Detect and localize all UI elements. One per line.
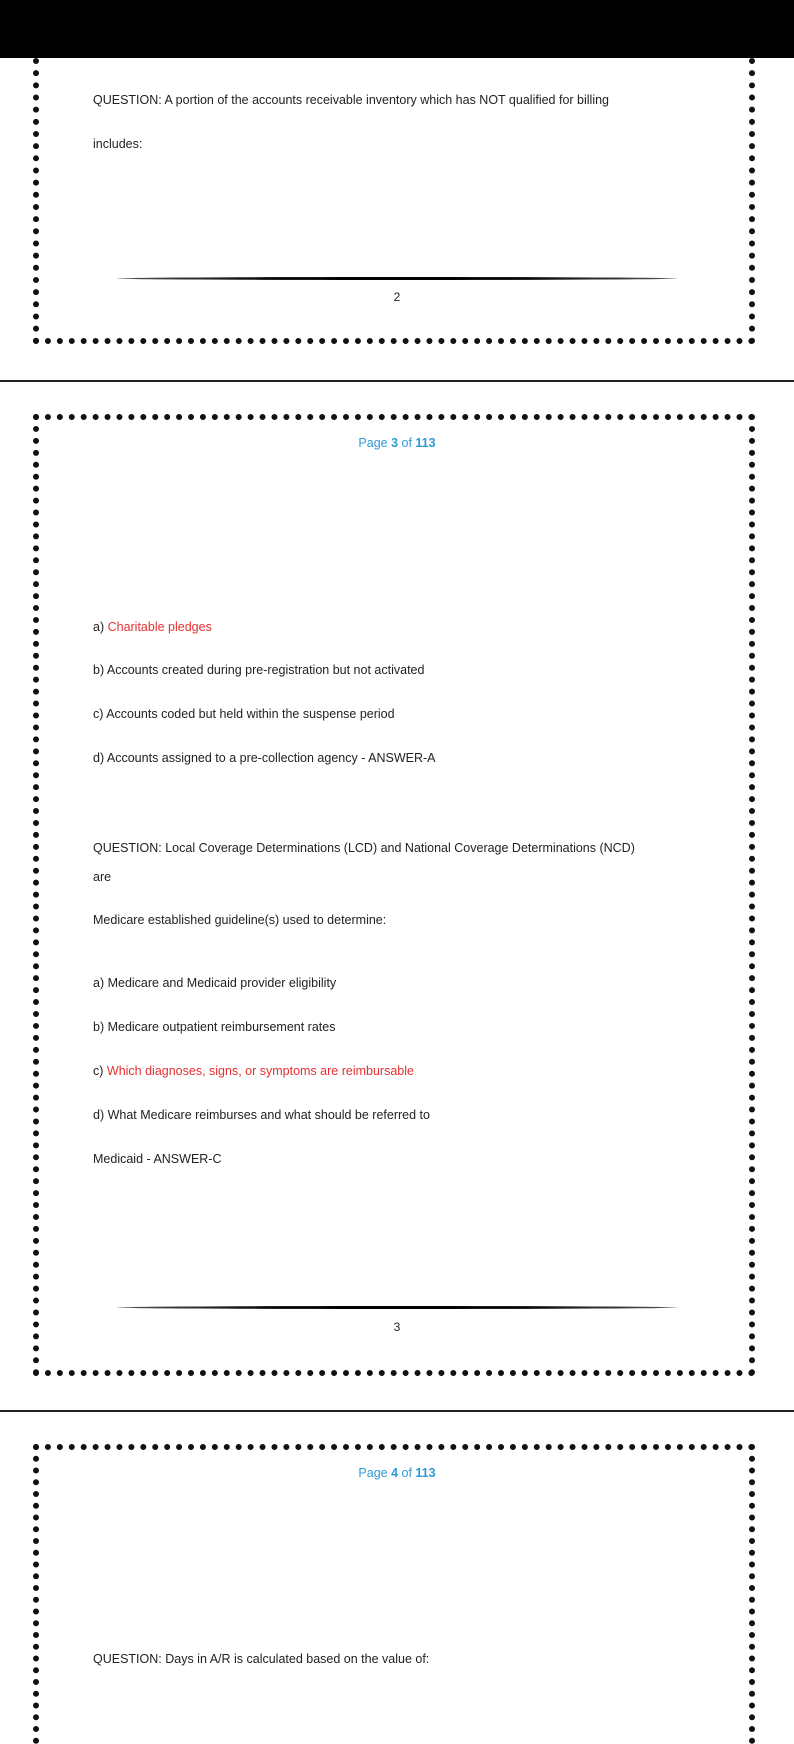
option-c: c) Which diagnoses, signs, or symptoms are reimbursable bbox=[93, 1064, 414, 1078]
page-3-sheet bbox=[33, 414, 755, 1376]
highlighted-answer: Which diagnoses, signs, or symptoms are reimbursable bbox=[106, 1064, 414, 1078]
page-number: 2 bbox=[393, 290, 401, 304]
option-d-continued: Medicaid - ANSWER-C bbox=[93, 1152, 222, 1166]
page-header: Page 3 of 113 bbox=[358, 436, 436, 450]
question-text: QUESTION: Days in A/R is calculated based on the value of: bbox=[93, 1652, 430, 1666]
option-c: c) Accounts coded but held within the suspense period bbox=[93, 707, 395, 721]
option-d: d) What Medicare reimburses and what should be referred to bbox=[93, 1108, 430, 1122]
page-separator bbox=[0, 380, 794, 382]
question-text: QUESTION: A portion of the accounts receivable inventory which has NOT qualified for billing bbox=[93, 93, 609, 107]
option-a: a) Medicare and Medicaid provider eligibility bbox=[93, 976, 337, 990]
option-b: b) Accounts created during pre-registration but not activated bbox=[93, 663, 425, 677]
question-text-continued: includes: bbox=[93, 137, 143, 151]
option-a: a) Charitable pledges bbox=[93, 620, 212, 634]
page-number: 3 bbox=[393, 1320, 401, 1334]
option-d: d) Accounts assigned to a pre-collection agency - ANSWER-A bbox=[93, 751, 436, 765]
option-b: b) Medicare outpatient reimbursement rates bbox=[93, 1020, 336, 1034]
question-text-continued: Medicare established guideline(s) used to determine: bbox=[93, 913, 387, 927]
highlighted-answer: Charitable pledges bbox=[107, 620, 212, 634]
question-text: QUESTION: Local Coverage Determinations (LCD) and National Coverage Determinations (NCD) bbox=[93, 841, 635, 855]
footer-divider bbox=[117, 1306, 677, 1309]
page-header: Page 4 of 113 bbox=[358, 1466, 436, 1480]
page-separator bbox=[0, 1410, 794, 1412]
question-text-continued: are bbox=[93, 870, 112, 884]
footer-divider bbox=[117, 277, 677, 280]
page-4-sheet bbox=[33, 1444, 755, 1744]
top-black-bar bbox=[0, 0, 794, 58]
